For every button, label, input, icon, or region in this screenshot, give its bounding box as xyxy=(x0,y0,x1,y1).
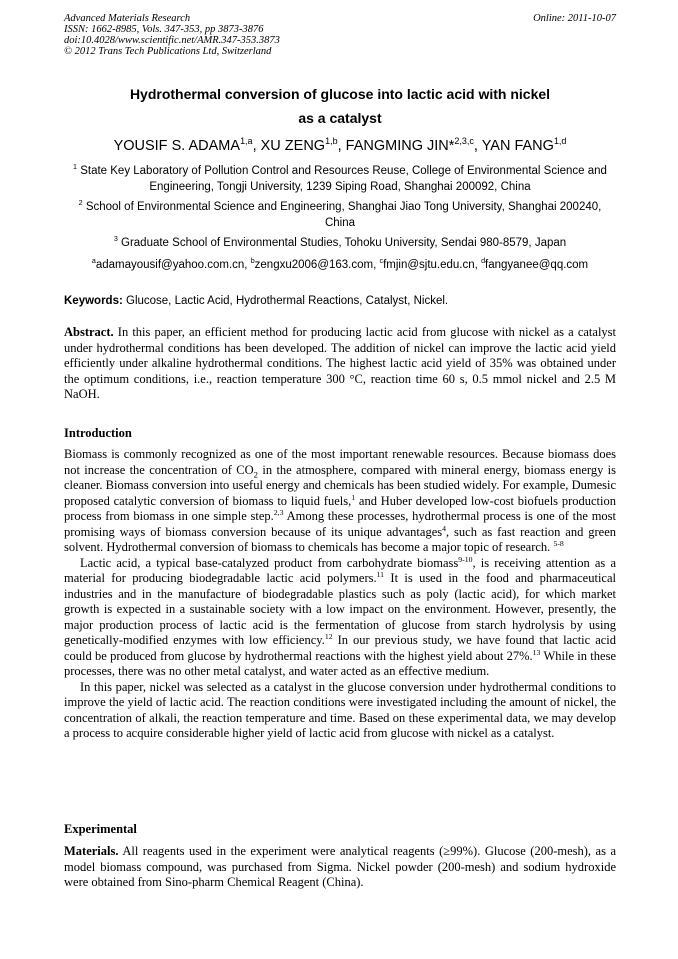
ref-1: 1 xyxy=(351,492,356,502)
p2-text-b: , is receiving attention as a material for producing biodegradable lactic acid polymers. xyxy=(64,555,616,585)
author-1: YOUSIF S. ADAMA xyxy=(113,138,241,154)
ref-2-3: 2,3 xyxy=(273,507,284,517)
affiliation-2 xyxy=(64,199,616,231)
p1-text-a: Biomass is commonly recognized as one of the most important renewable resources. Because biomass does not increase the concentration of CO xyxy=(64,447,616,477)
materials-text: All reagents used in the experiment were analytical reagents (≥99%). Glucose (200-mesh), as a model biomass compound, was purchased from Sigma. Nickel powder (200-mesh) and sodium hydroxide were obtained from Sino-pharm Chemical Reagent (China). xyxy=(64,844,617,889)
introduction-body xyxy=(64,447,616,742)
email-a-sup: a xyxy=(91,257,96,266)
ref-11: 11 xyxy=(376,569,385,579)
affiliation-3 xyxy=(64,235,616,251)
p1-text-d: Among these processes, hydrothermal process is one of the most promising ways of biomass conversion because of its unique advantages xyxy=(64,509,616,539)
author-2: XU ZENG xyxy=(260,138,326,154)
abstract-text: In this paper, an efficient method for producing lactic acid from glucose with nickel as a catalyst under hydrothermal conditions has been developed. The addition of nickel can improve the lactic acid yield efficiently under alkaline hydrothermal conditions. The highest lactic acid yield of 35% was obtained under the optimum conditions, i.e., reaction temperature 300 °C, reaction time 60 s, 0.5 mmol nickel and 2.5 M NaOH. xyxy=(64,325,616,401)
affiliation-1-num: 1 xyxy=(73,163,77,172)
introduction-heading: Introduction xyxy=(64,426,132,440)
keywords-label: Keywords: xyxy=(64,295,123,307)
title-line-1: Hydrothermal conversion of glucose into lactic acid with nickel xyxy=(129,86,551,102)
experimental-heading: Experimental xyxy=(64,822,137,836)
keywords-text: Glucose, Lactic Acid, Hydrothermal Reactions, Catalyst, Nickel. xyxy=(126,295,449,307)
intro-paragraph-3: In this paper, nickel was selected as a catalyst in the glucose conversion under hydrothermal conditions to improve the yield of lactic acid. The reaction conditions were investigated including the amount of nickel, the concentration of alkali, the reaction temperature and time. Based on these experimental data, we may develop a process to acquire considerable higher yield of lactic acid from glucose with nickel as a catalyst. xyxy=(64,679,616,740)
author-4-sup: 1,d xyxy=(553,136,567,147)
online-date: Online: 2011-10-07 xyxy=(533,13,616,24)
p1-text-c: and Huber developed low-cost biofuels production process from biomass in one simple step. xyxy=(64,493,616,523)
ref-12: 12 xyxy=(324,631,333,641)
affiliation-3-text: Graduate School of Environmental Studies, Tohoku University, Sendai 980-8579, Japan xyxy=(121,237,567,249)
affiliation-3-num: 3 xyxy=(113,235,118,244)
p1-text-b: in the atmosphere, compared with mineral energy, biomass energy is cleaner. Biomass conversion into useful energy and chemicals has been studied widely. For example, Dumesic proposed catalytic conversion of biomass to liquid fuels, xyxy=(64,462,617,508)
affiliation-1 xyxy=(64,163,616,195)
affiliation-2-num: 2 xyxy=(78,199,83,208)
email-c[interactable]: fmjin@sjtu.edu.cn, xyxy=(383,259,478,271)
journal-name: Advanced Materials Research xyxy=(64,13,191,24)
email-a[interactable]: adamayousif@yahoo.com.cn, xyxy=(95,259,248,271)
p2-text-a: Lactic acid, a typical base-catalyzed product from carbohydrate biomass xyxy=(80,555,459,570)
affiliation-1-text: State Key Laboratory of Pollution Control and Resources Reuse, College of Environmental Science and Engineering, Tongji University, 1239 Siping Road, Shanghai 200092, China xyxy=(80,165,607,193)
email-d[interactable]: fangyanee@qq.com xyxy=(485,259,589,271)
paper-title xyxy=(64,82,616,130)
p2-text-e: While in these processes, there was no other metal catalyst, and water acted as an effective medium. xyxy=(64,648,616,678)
email-b[interactable]: zengxu2006@163.com, xyxy=(254,259,377,271)
materials-paragraph xyxy=(64,844,616,891)
ref-4: 4 xyxy=(442,523,446,533)
ref-13: 13 xyxy=(532,647,541,657)
email-d-sup: d xyxy=(481,257,486,266)
materials-label: Materials. xyxy=(64,844,119,858)
author-4: YAN FANG xyxy=(481,138,554,154)
affiliation-2-text: School of Environmental Science and Engineering, Shanghai Jiao Tong University, Shanghai 200240, China xyxy=(85,201,602,229)
title-line-2: as a catalyst xyxy=(298,110,382,126)
abstract-label: Abstract. xyxy=(64,325,114,339)
copyright-line: © 2012 Trans Tech Publications Ltd, Switzerland xyxy=(64,46,272,57)
author-3: FANGMING JIN* xyxy=(345,138,455,154)
ref-9-10: 9-10 xyxy=(458,554,473,564)
abstract xyxy=(64,325,616,403)
intro-paragraph-2 xyxy=(64,556,616,680)
co2-subscript: 2 xyxy=(253,469,259,479)
author-list: YOUSIF S. ADAMA$^{1,a}$, XU ZENG$^{1,b}$, FANGMING JIN*$^{2,3,c}$, YAN FANG$^{1,d}$ xyxy=(113,136,567,154)
journal-header xyxy=(64,13,616,57)
ref-5-8: 5-8 xyxy=(553,538,564,548)
author-2-sup: 1,b xyxy=(325,136,338,147)
p2-text-c: It is used in the food and pharmaceutical industries and in the manufacture of biodegradable plastics such as poly (lactic acid), for which market growth is expected in a sustainable society with a low impact on the environment. However, presently, the major production process of lactic acid is the fermentation of glucose from starch hydrolysis by using genetically-modified enzymes with low efficiency. xyxy=(64,571,616,647)
intro-paragraph-1 xyxy=(64,447,616,556)
email-c-sup: c xyxy=(379,257,384,266)
p1-text-e: , such as fast reaction and green solvent. Hydrothermal conversion of biomass to chemicals has become a major topic of research. xyxy=(64,524,617,554)
issn-line: ISSN: 1662-8985, Vols. 347-353, pp 3873-3876 xyxy=(64,24,264,35)
email-b-sup: b xyxy=(250,257,255,266)
author-3-sup: 2,3,c xyxy=(454,136,474,147)
keywords xyxy=(64,293,616,309)
author-1-sup: 1,a xyxy=(240,136,253,147)
p2-text-d: In our previous study, we have found that lactic acid could be produced from glucose by hydrothermal reactions with the highest yield about 27%. xyxy=(64,633,617,663)
email-list xyxy=(64,257,616,273)
doi-line: doi:10.4028/www.scientific.net/AMR.347-353.3873 xyxy=(64,35,280,46)
